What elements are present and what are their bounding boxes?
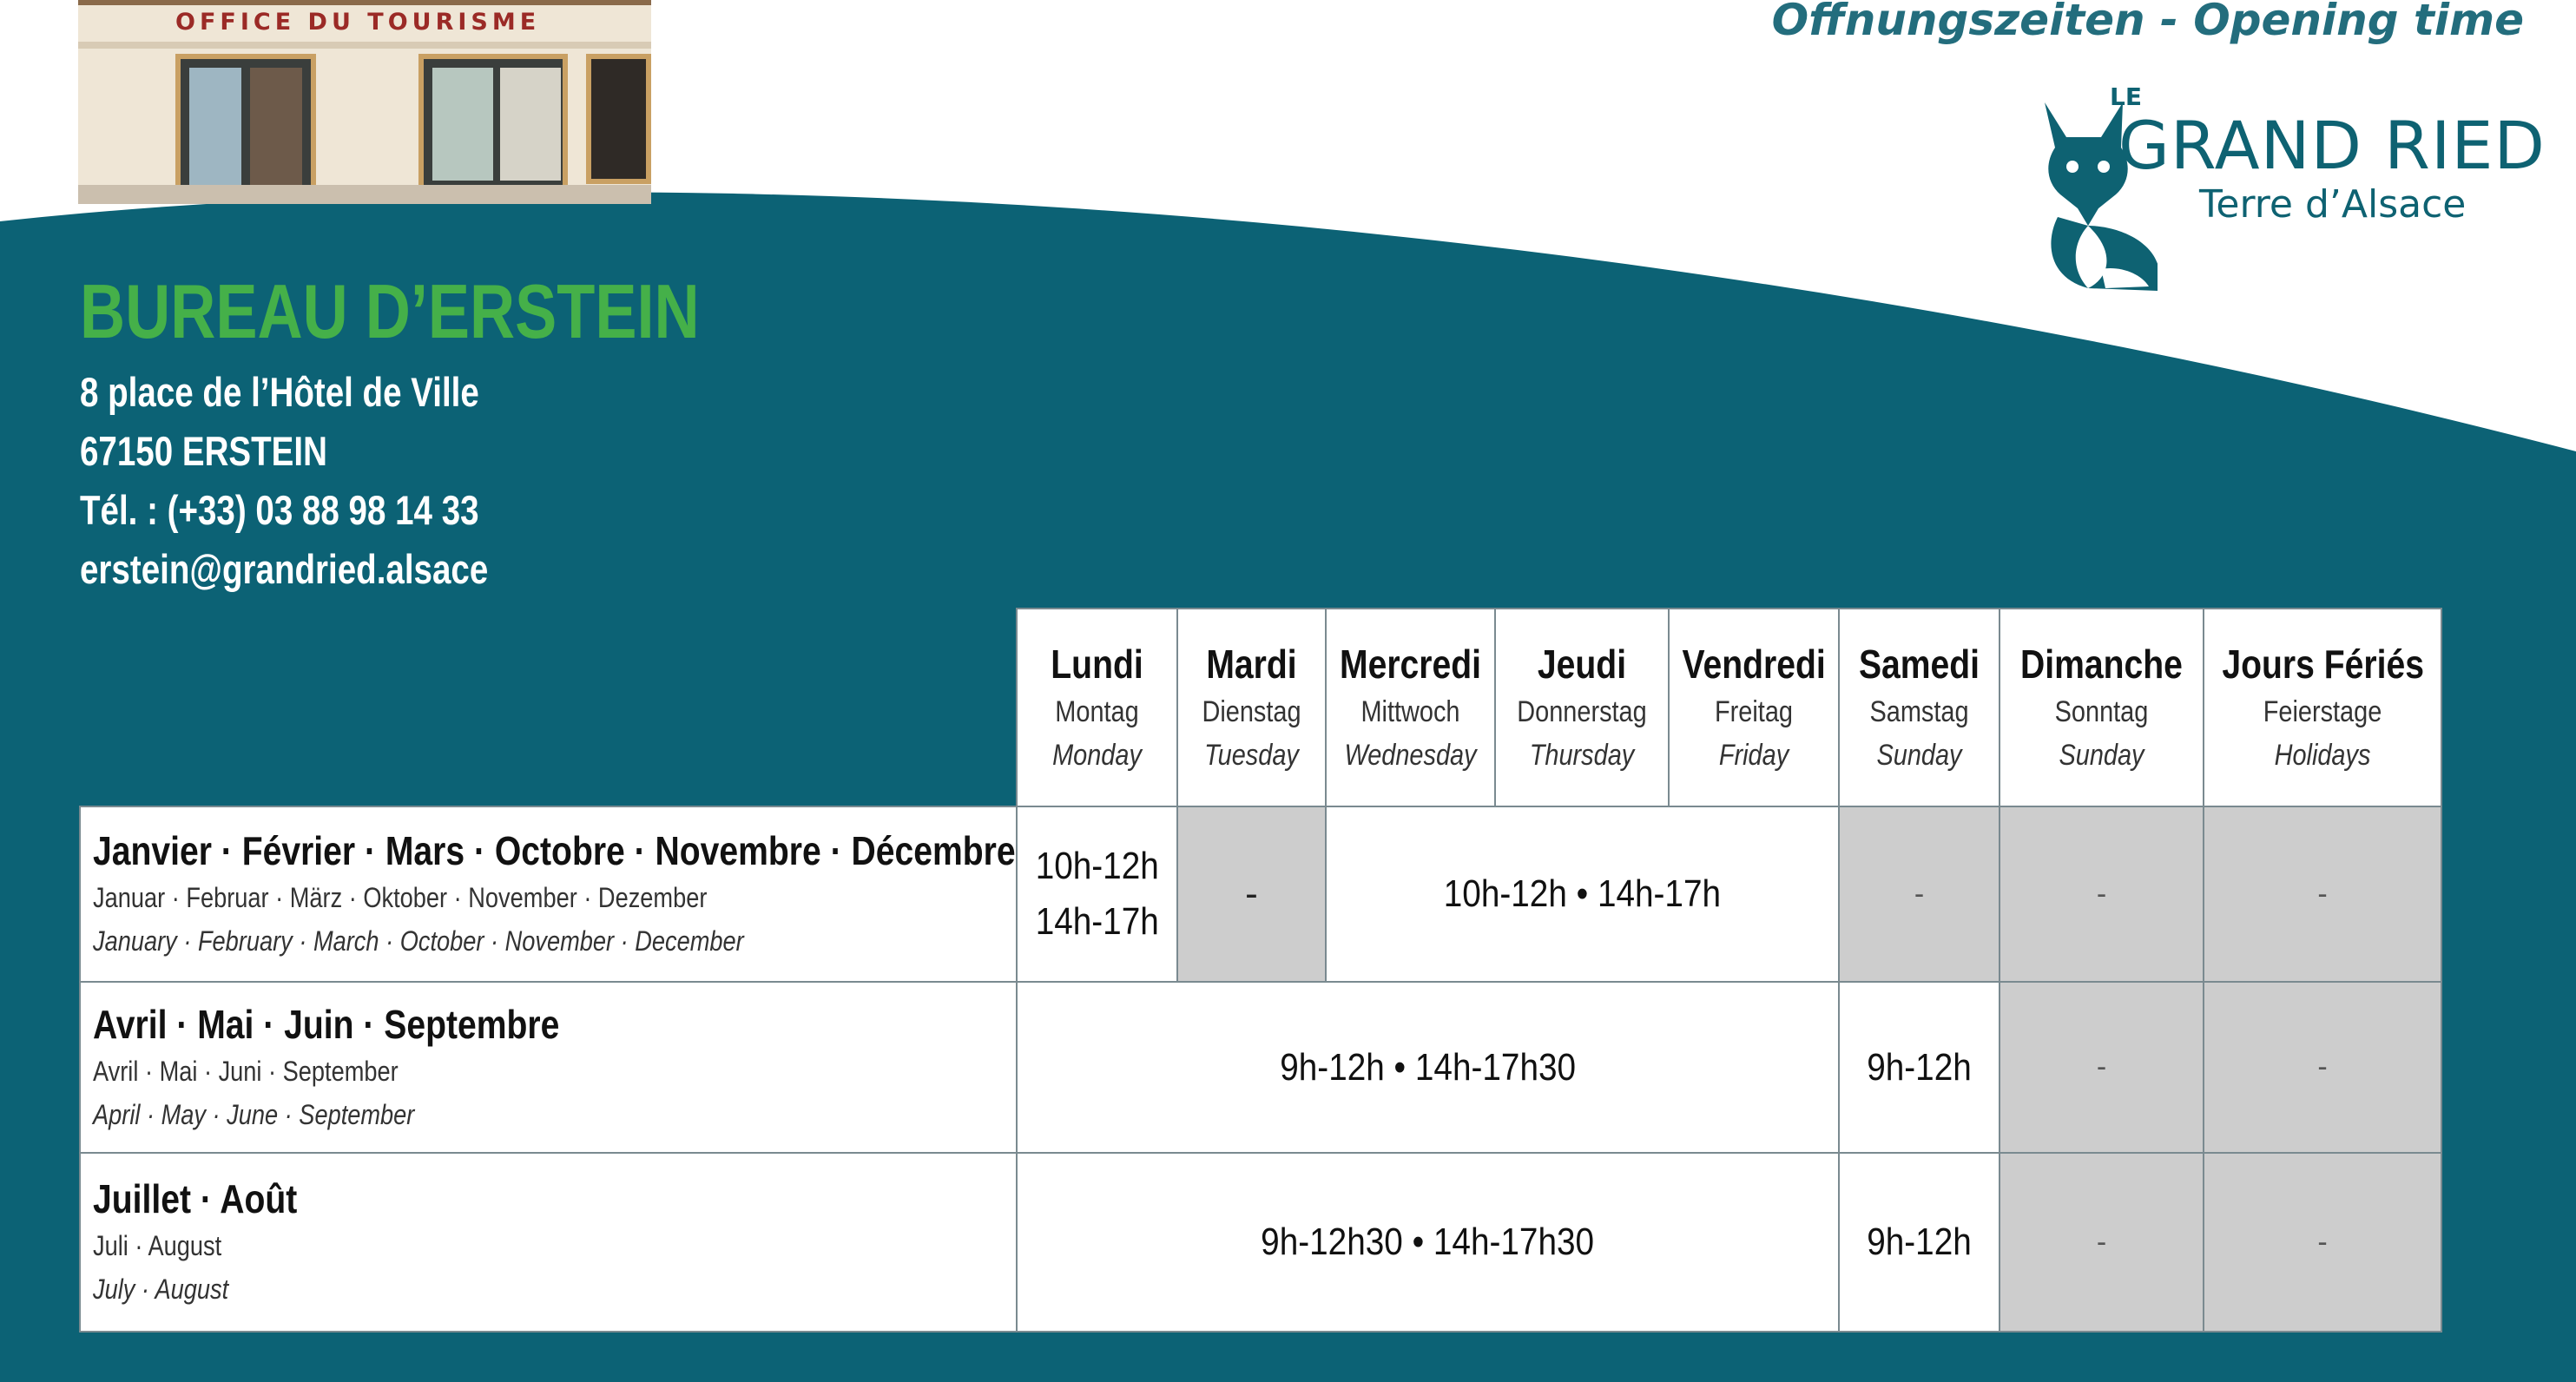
hours-winter-holidays: - (2204, 806, 2441, 982)
period-winter: Janvier · Février · Mars · Octobre · Novembre · Décembre Januar · Februar · März · Oktober · November · Dezember January · February · March · October · November · December (80, 806, 1017, 982)
hours-spring-mon-fri: 9h-12h • 14h-17h30 (1017, 982, 1839, 1153)
hours-spring-saturday: 9h-12h (1839, 982, 2000, 1153)
hours-spring-holidays: - (2204, 982, 2441, 1153)
hours-summer-sunday: - (2000, 1153, 2204, 1332)
hours-summer-saturday: 9h-12h (1839, 1153, 2000, 1332)
hours-summer-mon-fri: 9h-12h30 • 14h-17h30 (1017, 1153, 1839, 1332)
logo-subtitle: Terre d’Alsace (2199, 182, 2467, 227)
phone-number: Tél. : (+33) 03 88 98 14 33 (80, 487, 479, 533)
email-address: erstein@grandried.alsace (80, 546, 489, 592)
address-line-1: 8 place de l’Hôtel de Ville (80, 369, 479, 415)
table-row (80, 1153, 2441, 1332)
hours-winter-monday: 10h-12h 14h-17h (1017, 806, 1177, 982)
hours-summer-holidays: - (2204, 1153, 2441, 1332)
day-header-row (80, 609, 2441, 806)
grand-ried-logo (2019, 82, 2546, 299)
table-row (80, 982, 2441, 1153)
day-header-mercredi: Mercredi Mittwoch Wednesday (1326, 609, 1495, 806)
period-spring-autumn: Avril · Mai · Juin · Septembre Avril · Mai · Juni · September April · May · June · September (80, 982, 1017, 1153)
hours-winter-sunday: - (2000, 806, 2204, 982)
day-header-jeudi: Jeudi Donnerstag Thursday (1495, 609, 1669, 806)
hours-spring-sunday: - (2000, 982, 2204, 1153)
office-contact (80, 363, 578, 599)
day-header-lundi: Lundi Montag Monday (1017, 609, 1177, 806)
day-header-dimanche: Dimanche Sonntag Sunday (2000, 609, 2204, 806)
day-header-samedi: Samedi Samstag Sunday (1839, 609, 2000, 806)
logo-name: GRAND RIED (2118, 107, 2546, 184)
logo-le: LE (2110, 82, 2142, 111)
office-photo (78, 0, 651, 204)
office-title: BUREAU D’ERSTEIN (80, 268, 700, 354)
opening-hours-table (79, 608, 2442, 1333)
hours-winter-saturday: - (1839, 806, 2000, 982)
hours-winter-wed-fri: 10h-12h • 14h-17h (1326, 806, 1839, 982)
day-header-vendredi: Vendredi Freitag Friday (1669, 609, 1839, 806)
day-header-mardi: Mardi Dienstag Tuesday (1177, 609, 1326, 806)
period-summer: Juillet · Août Juli · August July · August (80, 1153, 1017, 1332)
header-blank (80, 609, 1017, 806)
day-header-jours-feries: Jours Fériés Feierstage Holidays (2204, 609, 2441, 806)
hours-winter-tuesday: - (1177, 806, 1326, 982)
table-row (80, 806, 2441, 982)
photo-sign: OFFICE DU TOURISME (175, 9, 541, 36)
address-line-2: 67150 ERSTEIN (80, 428, 327, 474)
opening-time-title: Offnungszeiten - Opening time (1771, 0, 2524, 45)
